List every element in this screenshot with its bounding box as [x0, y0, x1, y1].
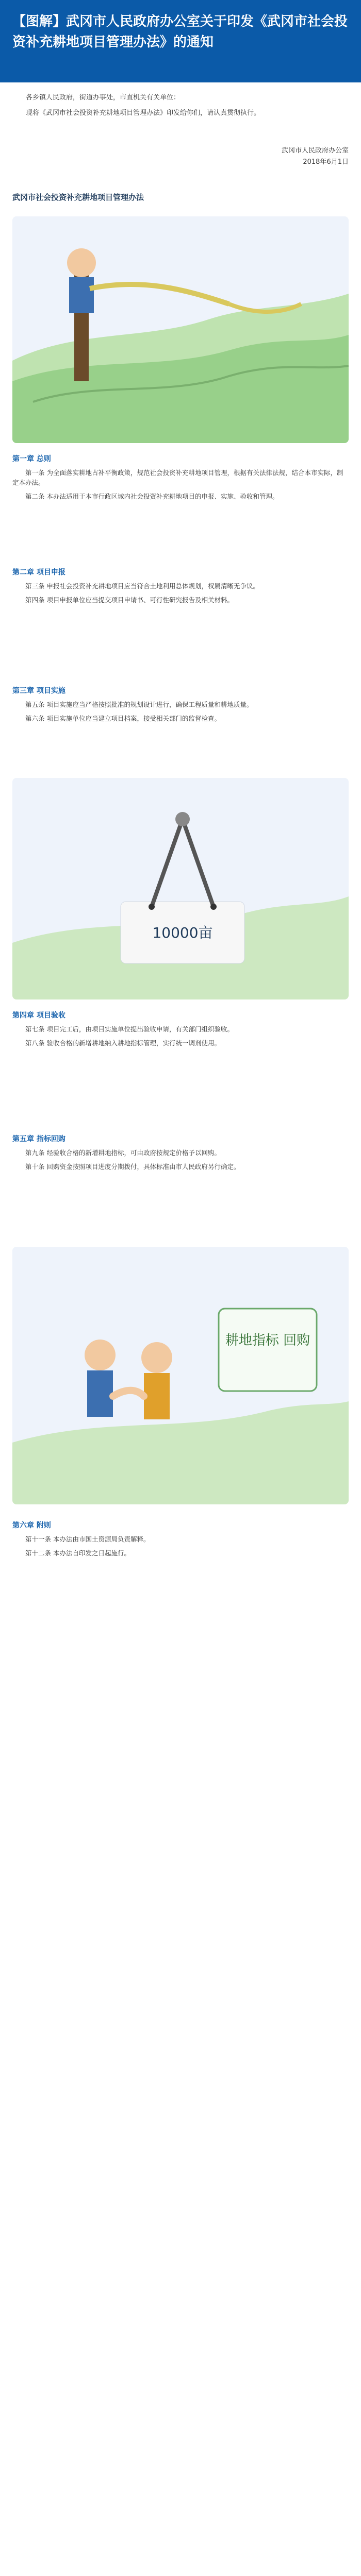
handshake-illustration: [12, 1247, 349, 1504]
section-1-heading: 第一章 总则: [12, 455, 51, 463]
section-4-para-1: 第七条 项目完工后，由项目实施单位提出验收申请，有关部门组织验收。: [25, 1025, 234, 1033]
section-5: [12, 1133, 349, 1176]
section-4-heading: 第四章 项目验收: [12, 1011, 65, 1020]
section-4: [12, 1010, 349, 1052]
section-6-para-2: 第十二条 本办法自印发之日起施行。: [25, 1549, 130, 1557]
section-3-para-1: 第五条 项目实施应当严格按照批准的规划设计进行，确保工程质量和耕地质量。: [25, 701, 253, 708]
section-1: [12, 453, 349, 505]
section-1-para-2: 第二条 本办法适用于本市行政区域内社会投资补充耕地项目的申报、实施、验收和管理。: [25, 493, 279, 500]
section-3-para-2: 第六条 项目实施单位应当建立项目档案，接受相关部门的监督检查。: [25, 715, 221, 722]
section-5-para-2: 第十条 回购资金按照项目进度分期拨付，具体标准由市人民政府另行确定。: [25, 1163, 240, 1171]
section-4-para-2: 第八条 验收合格的新增耕地纳入耕地指标管理，实行统一调剂使用。: [25, 1039, 221, 1047]
header-banner: [0, 0, 361, 82]
compass-label: 10000亩: [152, 924, 213, 941]
section-1-para-1: 第一条 为全面落实耕地占补平衡政策，规范社会投资补充耕地项目管理，根据有关法律法规，结合本市实际，制定本办法。: [12, 469, 343, 486]
sign-label: 耕地指标 回购: [225, 1333, 310, 1348]
section-5-para-1: 第九条 经验收合格的新增耕地指标，可由政府按规定价格予以回购。: [25, 1149, 221, 1157]
section-2: [12, 567, 349, 609]
compass-illustration: [12, 778, 349, 999]
intro-body: 现将《武冈市社会投资补充耕地项目管理办法》印发给你们，请认真贯彻执行。: [26, 109, 261, 117]
signature-date: 2018年6月1日: [303, 158, 349, 166]
section-2-para-1: 第三条 申报社会投资补充耕地项目应当符合土地利用总体规划，权属清晰无争议。: [25, 582, 259, 590]
section-3: [12, 685, 349, 727]
handshake-illustration-svg: [12, 1247, 349, 1504]
section-2-heading: 第二章 项目申报: [12, 568, 65, 577]
farmer-illustration: [12, 216, 349, 443]
signature-block: [282, 145, 349, 168]
farmer-illustration-svg: [12, 216, 349, 443]
section-6-heading: 第六章 附则: [12, 1521, 51, 1530]
intro-block: [12, 93, 349, 124]
section-2-para-2: 第四条 项目申报单位应当提交项目申请书、可行性研究报告及相关材料。: [25, 596, 234, 604]
document-title: 武冈市社会投资补充耕地项目管理办法: [12, 193, 144, 202]
section-6-para-1: 第十一条 本办法由市国土资源局负责解释。: [25, 1535, 150, 1543]
signature-org: 武冈市人民政府办公室: [281, 147, 349, 155]
section-5-heading: 第五章 指标回购: [12, 1135, 65, 1143]
compass-illustration-svg: [12, 778, 349, 999]
intro-salutation: 各乡镇人民政府，街道办事处，市直机关有关单位：: [26, 94, 180, 101]
section-6: [12, 1520, 349, 1562]
section-3-heading: 第三章 项目实施: [12, 687, 65, 695]
page-title: 【图解】武冈市人民政府办公室关于印发《武冈市社会投资补充耕地项目管理办法》的通知: [12, 14, 348, 50]
